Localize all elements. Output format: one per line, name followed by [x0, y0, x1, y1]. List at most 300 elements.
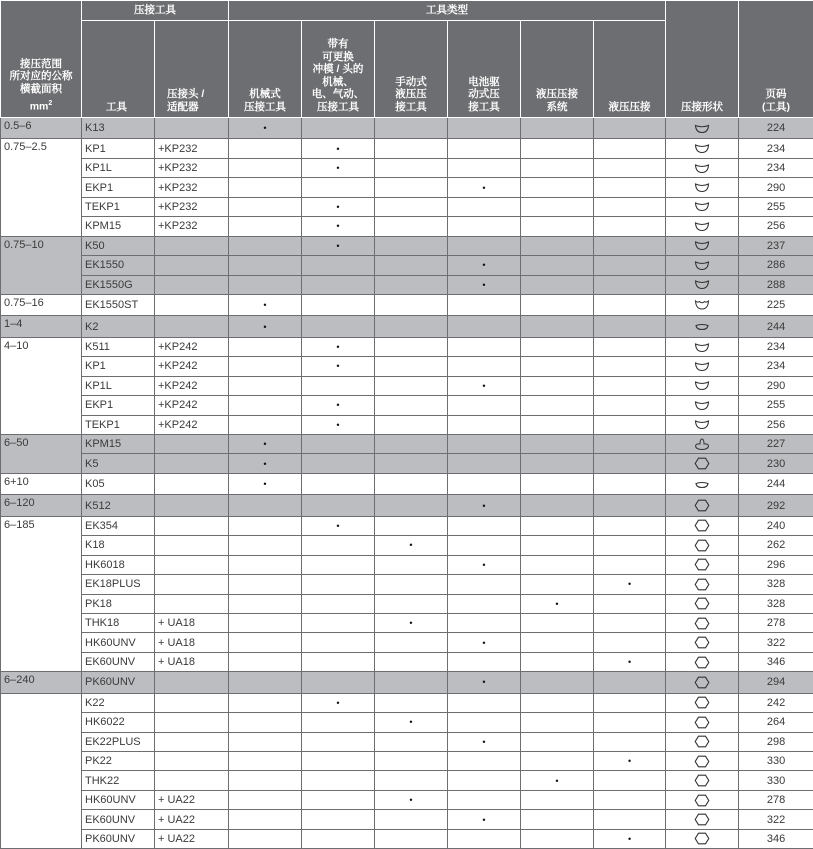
bullet-icon: •	[482, 560, 485, 570]
tool-type-cell	[521, 536, 594, 555]
bullet-icon: •	[263, 439, 266, 449]
tool-type-cell	[594, 178, 666, 197]
tool-type-cell	[448, 693, 521, 712]
tool-type-cell	[229, 652, 302, 671]
tool-type-cell	[375, 732, 448, 751]
adapter	[155, 575, 229, 594]
tool-type-cell	[375, 396, 448, 415]
tool-type-cell	[448, 536, 521, 555]
tool-type-cell	[594, 555, 666, 574]
tool-type-cell	[302, 810, 375, 829]
header-group-crimp-tools: 压接工具	[82, 1, 229, 21]
tool-type-cell	[594, 236, 666, 255]
tool-type-cell	[594, 613, 666, 632]
bullet-icon: •	[409, 618, 412, 628]
bullet-icon: •	[555, 599, 558, 609]
tool-type-cell	[375, 633, 448, 652]
crimp-shape-cell	[666, 178, 739, 197]
tool-type-cell	[448, 158, 521, 177]
crimp-shape-cell	[666, 473, 739, 494]
tool-name: K50	[82, 236, 155, 255]
tool-type-cell	[302, 178, 375, 197]
tool-type-cell	[594, 594, 666, 613]
tool-type-cell	[594, 771, 666, 790]
header-unit: $mm^2$	[3, 98, 79, 113]
tool-name: HK6022	[82, 713, 155, 732]
table-row	[1, 732, 813, 751]
table-row	[1, 275, 813, 294]
tool-type-cell	[302, 118, 375, 139]
hexagon-shape-icon	[669, 636, 735, 649]
tool-type-cell	[521, 693, 594, 712]
table-row	[1, 337, 813, 356]
bullet-icon: •	[263, 479, 266, 489]
adapter	[155, 495, 229, 516]
tool-name: HK60UNV	[82, 633, 155, 652]
header-line: 压接头 /	[167, 88, 226, 101]
page-number: 298	[739, 732, 813, 751]
tool-type-cell	[229, 294, 302, 315]
hexagon-shape-icon	[669, 519, 735, 532]
tool-name: EK354	[82, 516, 155, 535]
bullet-icon: •	[482, 638, 485, 648]
crimp-range: 6–120	[1, 495, 82, 516]
bullet-icon: •	[482, 280, 485, 290]
tool-type-cell	[375, 139, 448, 158]
tool-type-cell	[521, 732, 594, 751]
crimp-shape-cell	[666, 316, 739, 337]
crimp-shape-cell	[666, 139, 739, 158]
page-number: 256	[739, 415, 813, 434]
tool-name: K13	[82, 118, 155, 139]
adapter: +KP232	[155, 139, 229, 158]
adapter	[155, 236, 229, 255]
tool-name: KPM15	[82, 435, 155, 454]
tool-type-cell	[448, 236, 521, 255]
table-row	[1, 158, 813, 177]
page-number: 322	[739, 810, 813, 829]
crescent-shape-icon	[669, 201, 735, 212]
tool-type-cell	[448, 178, 521, 197]
tool-type-cell	[229, 575, 302, 594]
page-number: 328	[739, 594, 813, 613]
tool-type-cell	[521, 435, 594, 454]
adapter: +KP242	[155, 337, 229, 356]
bullet-icon: •	[263, 459, 266, 469]
table-row	[1, 575, 813, 594]
tool-type-cell	[521, 178, 594, 197]
lens-shape-icon	[669, 480, 735, 489]
adapter	[155, 454, 229, 473]
page-number: 290	[739, 178, 813, 197]
header-line: 机械、	[304, 76, 372, 89]
header-line: 适配器	[167, 101, 226, 114]
header-line: 机械式	[231, 88, 299, 101]
tool-type-cell	[594, 415, 666, 434]
tool-type-cell	[594, 672, 666, 693]
tool-type-cell	[521, 672, 594, 693]
tool-type-cell	[229, 118, 302, 139]
table-row	[1, 771, 813, 790]
page-number: 294	[739, 672, 813, 693]
page-number: 234	[739, 139, 813, 158]
bullet-icon: •	[482, 183, 485, 193]
tool-type-cell	[229, 473, 302, 494]
bullet-icon: •	[336, 241, 339, 251]
tool-type-cell	[302, 376, 375, 395]
tool-type-cell	[302, 594, 375, 613]
tool-type-cell	[448, 376, 521, 395]
crimp-shape-cell	[666, 633, 739, 652]
tool-type-cell	[229, 139, 302, 158]
adapter	[155, 713, 229, 732]
header-line: 接工具	[450, 101, 518, 114]
tool-type-cell	[229, 435, 302, 454]
page-number: 278	[739, 790, 813, 809]
header-battery	[448, 21, 521, 118]
page-number: 255	[739, 197, 813, 216]
tool-type-cell	[594, 357, 666, 376]
tool-type-cell	[302, 771, 375, 790]
crescent-shape-icon	[669, 419, 735, 430]
tool-name: PK22	[82, 752, 155, 771]
crimp-range: 4–10	[1, 337, 82, 434]
page-number: 288	[739, 275, 813, 294]
tool-name: K5	[82, 454, 155, 473]
tool-type-cell	[229, 256, 302, 275]
crimp-shape-cell	[666, 693, 739, 712]
tool-type-cell	[229, 197, 302, 216]
table-header	[1, 1, 813, 118]
tool-type-cell	[594, 473, 666, 494]
table-row	[1, 118, 813, 139]
tool-type-cell	[302, 158, 375, 177]
page-number: 292	[739, 495, 813, 516]
tool-type-cell	[302, 516, 375, 535]
header-manual-hydraulic	[375, 21, 448, 118]
header-group-tool-types: 工具类型	[229, 1, 666, 21]
crescent-shape-icon	[669, 342, 735, 353]
hexagon-shape-icon	[669, 794, 735, 807]
tool-type-cell	[448, 652, 521, 671]
tool-type-cell	[448, 357, 521, 376]
header-line: 横截面积	[3, 83, 79, 96]
crimp-shape-cell	[666, 118, 739, 139]
adapter: + UA22	[155, 829, 229, 848]
crimp-shape-cell	[666, 236, 739, 255]
tool-type-cell	[448, 575, 521, 594]
adapter: +KP242	[155, 396, 229, 415]
crescent-shape-icon	[669, 380, 735, 391]
hexagon-shape-icon	[669, 735, 735, 748]
tool-type-cell	[448, 495, 521, 516]
tool-type-cell	[448, 275, 521, 294]
table-row	[1, 256, 813, 275]
page-number: 244	[739, 316, 813, 337]
hexagon-shape-icon	[669, 499, 735, 512]
header-line: 接压范围	[3, 58, 79, 71]
tool-type-cell	[302, 693, 375, 712]
tool-type-cell	[448, 771, 521, 790]
crimp-shape-cell	[666, 376, 739, 395]
crescent-shape-icon	[669, 361, 735, 372]
tool-type-cell	[448, 217, 521, 236]
adapter: + UA22	[155, 810, 229, 829]
tool-type-cell	[302, 613, 375, 632]
tool-type-cell	[594, 316, 666, 337]
crimp-shape-cell	[666, 536, 739, 555]
tool-name: K511	[82, 337, 155, 356]
tool-name: PK60UNV	[82, 672, 155, 693]
hexagon-shape-icon	[669, 716, 735, 729]
adapter: +KP242	[155, 357, 229, 376]
tool-name: K22	[82, 693, 155, 712]
adapter	[155, 294, 229, 315]
hexagon-shape-icon	[669, 597, 735, 610]
bullet-icon: •	[336, 698, 339, 708]
tool-type-cell	[375, 357, 448, 376]
bullet-icon: •	[409, 717, 412, 727]
bullet-icon: •	[409, 540, 412, 550]
tool-type-cell	[302, 652, 375, 671]
crescent-shape-icon	[669, 182, 735, 193]
tool-name: PK60UNV	[82, 829, 155, 848]
bullet-icon: •	[263, 322, 266, 332]
tool-type-cell	[594, 158, 666, 177]
crimp-shape-cell	[666, 752, 739, 771]
tool-type-cell	[302, 555, 375, 574]
tool-type-cell	[594, 376, 666, 395]
tool-type-cell	[229, 713, 302, 732]
header-line: (工具)	[741, 101, 811, 114]
bullet-icon: •	[628, 756, 631, 766]
adapter: +KP232	[155, 178, 229, 197]
bullet-icon: •	[628, 579, 631, 589]
table-body	[1, 118, 813, 849]
tool-name: EKP1	[82, 178, 155, 197]
header-tool: 工具	[82, 21, 155, 118]
page-number: 256	[739, 217, 813, 236]
tool-type-cell	[521, 495, 594, 516]
tool-type-cell	[521, 158, 594, 177]
table-row	[1, 217, 813, 236]
table-row	[1, 139, 813, 158]
crimp-shape-cell	[666, 495, 739, 516]
adapter	[155, 536, 229, 555]
tool-type-cell	[521, 217, 594, 236]
tool-type-cell	[302, 337, 375, 356]
tool-type-cell	[448, 337, 521, 356]
bullet-icon: •	[336, 221, 339, 231]
tool-type-cell	[229, 536, 302, 555]
tool-type-cell	[521, 275, 594, 294]
tool-name: KP1L	[82, 376, 155, 395]
tool-type-cell	[375, 536, 448, 555]
table-row	[1, 633, 813, 652]
crimp-shape-cell	[666, 810, 739, 829]
tool-type-cell	[521, 294, 594, 315]
tool-type-cell	[229, 732, 302, 751]
tool-type-cell	[594, 197, 666, 216]
table-row	[1, 810, 813, 829]
page-number: 224	[739, 118, 813, 139]
tool-type-cell	[375, 294, 448, 315]
tool-name: KP1	[82, 357, 155, 376]
crimp-shape-cell	[666, 158, 739, 177]
tool-type-cell	[375, 652, 448, 671]
crimp-shape-cell	[666, 217, 739, 236]
tool-type-cell	[375, 713, 448, 732]
tool-type-cell	[521, 752, 594, 771]
tool-name: EK1550G	[82, 275, 155, 294]
tool-type-cell	[375, 118, 448, 139]
tool-type-cell	[229, 316, 302, 337]
table-row	[1, 516, 813, 535]
tool-type-cell	[302, 672, 375, 693]
adapter	[155, 732, 229, 751]
tool-type-cell	[521, 118, 594, 139]
tool-type-cell	[594, 732, 666, 751]
tool-type-cell	[302, 435, 375, 454]
tool-type-cell	[302, 536, 375, 555]
bullet-icon: •	[336, 342, 339, 352]
bullet-icon: •	[482, 260, 485, 270]
crimp-shape-cell	[666, 771, 739, 790]
tool-type-cell	[302, 473, 375, 494]
crimp-shape-cell	[666, 516, 739, 535]
page-number: 290	[739, 376, 813, 395]
tool-type-cell	[302, 633, 375, 652]
tool-type-cell	[229, 415, 302, 434]
crimp-range: 6–240	[1, 672, 82, 693]
tool-type-cell	[302, 256, 375, 275]
hexagon-shape-icon	[669, 832, 735, 845]
tool-type-cell	[521, 357, 594, 376]
header-hydraulic-system	[521, 21, 594, 118]
tool-type-cell	[375, 555, 448, 574]
tool-type-cell	[594, 652, 666, 671]
table-row	[1, 752, 813, 771]
hexagon-shape-icon	[669, 774, 735, 787]
tool-type-cell	[521, 256, 594, 275]
crescent-shape-icon	[669, 260, 735, 271]
table-row	[1, 178, 813, 197]
tool-type-cell	[594, 294, 666, 315]
header-line: 液压压接	[596, 101, 663, 114]
table-row	[1, 376, 813, 395]
tool-name: PK18	[82, 594, 155, 613]
tool-type-cell	[594, 256, 666, 275]
tool-type-cell	[375, 415, 448, 434]
header-adapter	[155, 21, 229, 118]
oval-indent-shape-icon	[669, 123, 735, 134]
tool-name: KP1	[82, 139, 155, 158]
tool-type-cell	[375, 575, 448, 594]
crimp-shape-cell	[666, 357, 739, 376]
page-number: 330	[739, 771, 813, 790]
adapter: + UA18	[155, 613, 229, 632]
adapter	[155, 316, 229, 337]
adapter	[155, 275, 229, 294]
tool-name: TEKP1	[82, 197, 155, 216]
crimp-range: 0.75–10	[1, 236, 82, 294]
tool-type-cell	[302, 217, 375, 236]
bullet-icon: •	[628, 657, 631, 667]
table-row	[1, 555, 813, 574]
hexagon-shape-icon	[669, 617, 735, 630]
adapter	[155, 693, 229, 712]
bullet-icon: •	[336, 420, 339, 430]
crimp-shape-cell	[666, 294, 739, 315]
tool-type-cell	[448, 516, 521, 535]
page-number: 230	[739, 454, 813, 473]
tool-type-cell	[521, 652, 594, 671]
tool-type-cell	[521, 594, 594, 613]
hexagon-shape-icon	[669, 696, 735, 709]
tool-type-cell	[521, 633, 594, 652]
tool-type-cell	[302, 829, 375, 848]
table-row	[1, 435, 813, 454]
tool-type-cell	[302, 495, 375, 516]
tool-name: EK18PLUS	[82, 575, 155, 594]
header-line: 液压压	[377, 88, 445, 101]
tool-type-cell	[375, 197, 448, 216]
adapter	[155, 555, 229, 574]
tool-type-cell	[375, 752, 448, 771]
crimp-shape-cell	[666, 652, 739, 671]
tool-type-cell	[521, 236, 594, 255]
tool-type-cell	[521, 613, 594, 632]
tool-type-cell	[375, 516, 448, 535]
crescent-shape-icon	[669, 240, 735, 251]
tool-type-cell	[302, 197, 375, 216]
tool-type-cell	[302, 236, 375, 255]
tool-type-cell	[521, 516, 594, 535]
hexagon-shape-icon	[669, 457, 735, 470]
tool-type-cell	[521, 197, 594, 216]
tool-type-cell	[521, 555, 594, 574]
tool-type-cell	[229, 357, 302, 376]
header-hydraulic	[594, 21, 666, 118]
tool-type-cell	[594, 275, 666, 294]
tool-type-cell	[302, 357, 375, 376]
table-row	[1, 536, 813, 555]
crescent-shape-icon	[669, 163, 735, 174]
tool-type-cell	[594, 516, 666, 535]
tool-type-cell	[594, 118, 666, 139]
table-row	[1, 652, 813, 671]
bullet-icon: •	[336, 163, 339, 173]
page-number: 262	[739, 536, 813, 555]
tool-type-cell	[448, 316, 521, 337]
tool-type-cell	[302, 316, 375, 337]
tool-type-cell	[375, 672, 448, 693]
page-number: 278	[739, 613, 813, 632]
tool-name: K18	[82, 536, 155, 555]
crimp-range: 1–4	[1, 316, 82, 337]
tool-type-cell	[521, 771, 594, 790]
tool-name: TEKP1	[82, 415, 155, 434]
adapter	[155, 771, 229, 790]
tool-type-cell	[229, 217, 302, 236]
bullet-icon: •	[482, 501, 485, 511]
bullet-icon: •	[482, 677, 485, 687]
tool-type-cell	[448, 197, 521, 216]
tool-type-cell	[229, 275, 302, 294]
table-row	[1, 454, 813, 473]
tool-type-cell	[375, 693, 448, 712]
crescent-shape-icon	[669, 143, 735, 154]
